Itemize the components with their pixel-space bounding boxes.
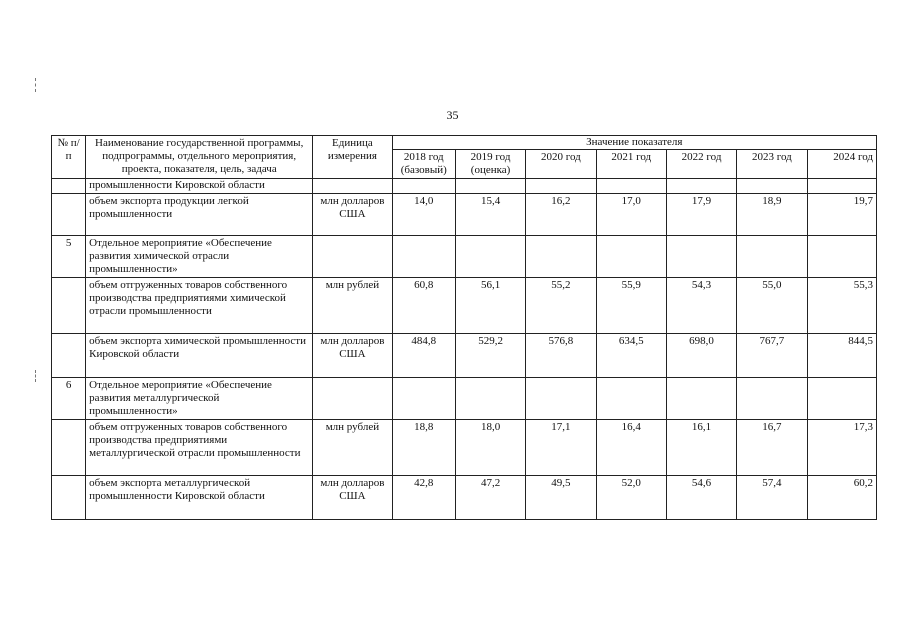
row-name: объем отгруженных товаров собственного производства предприятиями химической отрасли промышленности: [86, 278, 313, 334]
row-value: 55,0: [737, 278, 807, 334]
row-unit: [313, 236, 392, 278]
scan-margin-mark: [35, 370, 37, 382]
row-value: 55,9: [596, 278, 666, 334]
row-unit: [313, 378, 392, 420]
row-value: 54,6: [666, 476, 736, 520]
row-value: [666, 236, 736, 278]
row-value: [455, 378, 525, 420]
row-value: 18,0: [455, 420, 525, 476]
row-value: [737, 236, 807, 278]
row-name: объем экспорта продукции легкой промышленности: [86, 194, 313, 236]
row-value: 49,5: [526, 476, 596, 520]
row-name: объем отгруженных товаров собственного производства предприятиями металлургической отрасли промышленности: [86, 420, 313, 476]
header-year: 2024 год: [807, 150, 876, 179]
row-value: 844,5: [807, 334, 876, 378]
row-name: Отдельное мероприятие «Обеспечение развития металлургической промышленности»: [86, 378, 313, 420]
row-unit: млн долларов США: [313, 476, 392, 520]
row-value: 56,1: [455, 278, 525, 334]
row-value: [392, 179, 455, 194]
scan-margin-mark: [35, 78, 37, 92]
row-value: 57,4: [737, 476, 807, 520]
page-number: 35: [446, 108, 459, 122]
row-no: [52, 194, 86, 236]
row-value: [807, 378, 876, 420]
row-value: [737, 378, 807, 420]
row-value: 14,0: [392, 194, 455, 236]
table-header-row: [52, 136, 877, 150]
row-value: [807, 236, 876, 278]
header-year: 2018 год (базовый): [392, 150, 455, 179]
row-value: 18,8: [392, 420, 455, 476]
row-value: 16,2: [526, 194, 596, 236]
row-value: 17,3: [807, 420, 876, 476]
row-no: [52, 179, 86, 194]
row-value: [596, 236, 666, 278]
table-row: [52, 378, 877, 420]
row-value: 16,7: [737, 420, 807, 476]
row-name: объем экспорта химической промышленности Кировской области: [86, 334, 313, 378]
header-values-group: Значение показателя: [392, 136, 876, 150]
row-value: 698,0: [666, 334, 736, 378]
row-no: 5: [52, 236, 86, 278]
row-name: промышленности Кировской области: [86, 179, 313, 194]
row-value: 16,4: [596, 420, 666, 476]
row-value: 484,8: [392, 334, 455, 378]
row-value: [807, 179, 876, 194]
row-value: 634,5: [596, 334, 666, 378]
row-value: 55,2: [526, 278, 596, 334]
row-no: [52, 334, 86, 378]
row-value: [596, 378, 666, 420]
table-row: [52, 236, 877, 278]
row-unit: млн долларов США: [313, 194, 392, 236]
row-value: 576,8: [526, 334, 596, 378]
table-row: [52, 334, 877, 378]
header-year: 2019 год (оценка): [455, 150, 525, 179]
header-year: 2023 год: [737, 150, 807, 179]
row-value: [666, 179, 736, 194]
row-value: 767,7: [737, 334, 807, 378]
row-unit: млн рублей: [313, 278, 392, 334]
header-year: 2021 год: [596, 150, 666, 179]
row-value: 60,8: [392, 278, 455, 334]
row-value: [455, 236, 525, 278]
row-value: [596, 179, 666, 194]
header-year: 2022 год: [666, 150, 736, 179]
row-value: 55,3: [807, 278, 876, 334]
row-value: 47,2: [455, 476, 525, 520]
table-row: [52, 420, 877, 476]
row-value: 17,9: [666, 194, 736, 236]
row-value: [526, 179, 596, 194]
row-value: 15,4: [455, 194, 525, 236]
row-no: [52, 420, 86, 476]
row-value: 42,8: [392, 476, 455, 520]
table-row: [52, 278, 877, 334]
row-value: [737, 179, 807, 194]
row-no: [52, 476, 86, 520]
row-value: 17,1: [526, 420, 596, 476]
row-value: [392, 378, 455, 420]
row-unit: млн рублей: [313, 420, 392, 476]
header-name: Наименование государственной программы, подпрограммы, отдельного мероприятия, проекта, показателя, цель, задача: [86, 136, 313, 179]
header-year: 2020 год: [526, 150, 596, 179]
row-value: 52,0: [596, 476, 666, 520]
row-value: 17,0: [596, 194, 666, 236]
row-no: [52, 278, 86, 334]
row-value: [392, 236, 455, 278]
table-row: [52, 179, 877, 194]
row-name: объем экспорта металлургической промышленности Кировской области: [86, 476, 313, 520]
row-value: 19,7: [807, 194, 876, 236]
row-no: 6: [52, 378, 86, 420]
row-value: 54,3: [666, 278, 736, 334]
indicator-table: [51, 135, 877, 520]
row-value: [526, 378, 596, 420]
row-value: [526, 236, 596, 278]
table-row: [52, 194, 877, 236]
table-row: [52, 476, 877, 520]
row-value: 16,1: [666, 420, 736, 476]
row-value: 18,9: [737, 194, 807, 236]
header-unit: Единица измерения: [313, 136, 392, 179]
row-name: Отдельное мероприятие «Обеспечение развития химической отрасли промышленности»: [86, 236, 313, 278]
row-unit: [313, 179, 392, 194]
row-value: [666, 378, 736, 420]
row-unit: млн долларов США: [313, 334, 392, 378]
row-value: 60,2: [807, 476, 876, 520]
row-value: 529,2: [455, 334, 525, 378]
row-value: [455, 179, 525, 194]
header-no: № п/п: [52, 136, 86, 179]
